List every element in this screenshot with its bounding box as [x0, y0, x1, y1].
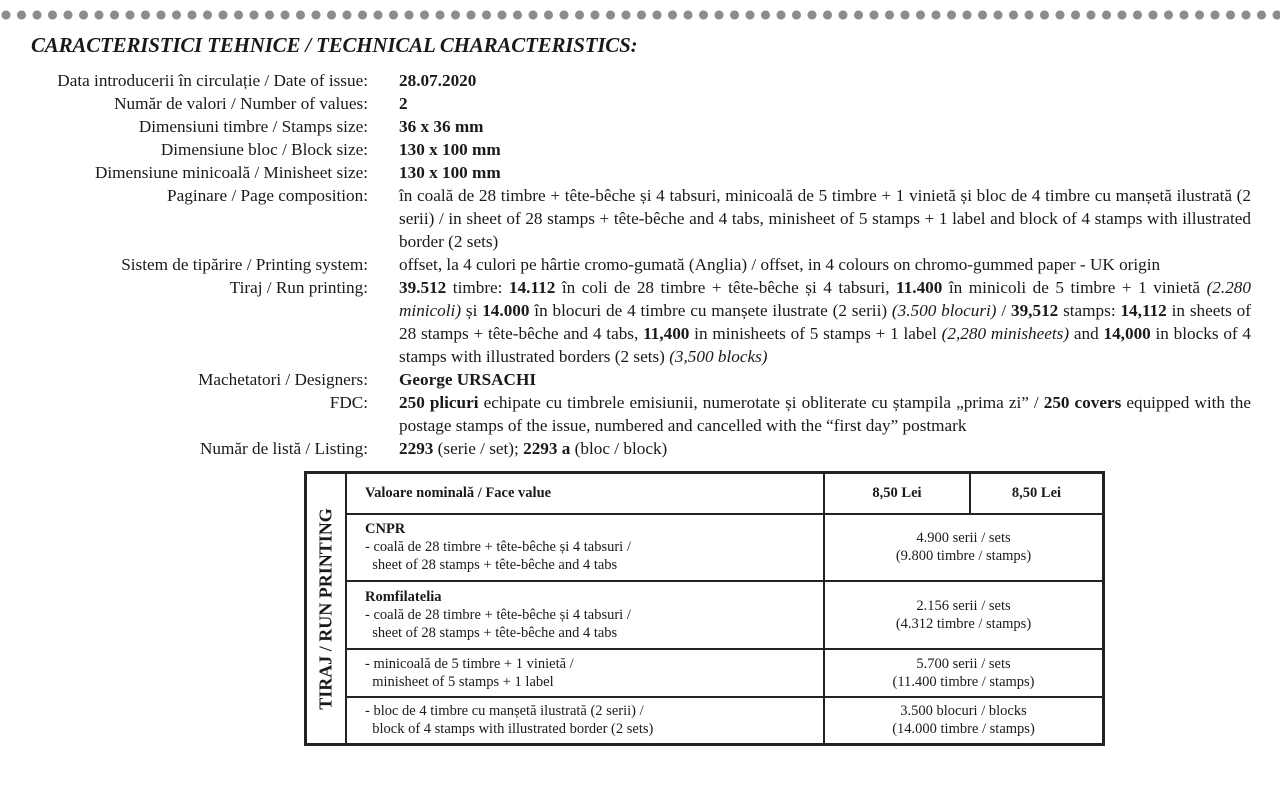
spec-block-size [0, 138, 1280, 161]
spec-run-printing [0, 276, 1280, 368]
table-row: - minicoală de 5 timbre + 1 vinietă / minisheet of 5 stamps + 1 label 5.700 serii / sets (11.400 timbre / stamps) [306, 649, 1104, 697]
spec-label: Număr de valori / Number of values: [114, 94, 368, 113]
dotted-divider [0, 9, 1280, 21]
quantity-cell: 2.156 serii / sets (4.312 timbre / stamps) [824, 581, 1104, 649]
spec-minisheet-size [0, 161, 1280, 184]
spec-value: 130 x 100 mm [399, 140, 501, 159]
spec-value: offset, la 4 culori pe hârtie cromo-gumată (Anglia) / offset, in 4 colours on chromo-gummed paper - UK origin [399, 255, 1161, 274]
spec-date [0, 69, 1280, 92]
spec-value: 36 x 36 mm [399, 117, 484, 136]
spec-stamps-size [0, 115, 1280, 138]
spec-value: 130 x 100 mm [399, 163, 501, 182]
spec-value: 250 plicuri echipate cu timbrele emisiunii, numerotate și obliterate cu ștampila „prima zi” / 250 covers equipped with the postage stamps of the issue, numbered and cancelled with the “first day” postmark [399, 393, 1252, 435]
spec-printing-system [0, 253, 1280, 276]
spec-page-composition [0, 184, 1280, 253]
org-name: CNPR [365, 521, 406, 537]
spec-values [0, 92, 1280, 115]
run-printing-table [304, 471, 1105, 746]
side-label-cell [306, 473, 347, 745]
spec-value: 39.512 timbre: 14.112 în coli de 28 timbre + tête-bêche și 4 tabsuri, 11.400 în minicoli de 5 timbre + 1 vinietă (2.280 minicoli) și 14.000 în blocuri de 4 timbre cu manșete ilustrate (2 serii) (3.500 blocuri) / 39,512 stamps: 14,112 in sheets of 28 stamps + tête-bêche and 4 tabs, 11,400 in minisheets of 5 stamps + 1 label (2,280 minisheets) and 14,000 in blocks of 4 stamps with illustrated borders (2 sets) (3,500 blocks) [399, 278, 1252, 366]
spec-fdc [0, 391, 1280, 437]
table-header-row [306, 473, 1104, 514]
org-name: Romfilatelia [365, 588, 442, 605]
spec-label: Tiraj / Run printing: [229, 278, 368, 297]
spec-label: Sistem de tipărire / Printing system: [121, 255, 368, 274]
spec-value: 28.07.2020 [399, 71, 477, 90]
table-row: CNPR - coală de 28 timbre + tête-bêche și 4 tabsuri / sheet of 28 stamps + tête-bêche and 4 tabs 4.900 serii / sets (9.800 timbre / stamps) [306, 514, 1104, 581]
spec-label: Paginare / Page composition: [167, 186, 368, 205]
spec-label: Dimensiune bloc / Block size: [160, 140, 368, 159]
face-value-2: 8,50 Lei [970, 473, 1104, 514]
spec-listing [0, 437, 1280, 460]
spec-value: George URSACHI [399, 370, 537, 389]
quantity-cell: 4.900 serii / sets (9.800 timbre / stamps) [824, 514, 1104, 581]
spec-value: 2 [399, 94, 408, 113]
face-value-label: Valoare nominală / Face value [346, 473, 824, 514]
side-label: TIRAJ / RUN PRINTING [315, 507, 336, 710]
spec-value: 2293 (serie / set); 2293 a (bloc / block) [399, 439, 668, 458]
table-row: Romfilatelia - coală de 28 timbre + tête-bêche și 4 tabsuri / sheet of 28 stamps + tête-bêche and 4 tabs 2.156 serii / sets (4.312 timbre / stamps) [306, 581, 1104, 649]
face-value-1: 8,50 Lei [824, 473, 970, 514]
specs-list [0, 69, 1280, 460]
spec-label: Număr de listă / Listing: [199, 439, 368, 458]
spec-label: Dimensiune minicoală / Minisheet size: [94, 163, 368, 182]
quantity-cell: 3.500 blocuri / blocks (14.000 timbre / stamps) [824, 697, 1104, 745]
spec-label: Dimensiuni timbre / Stamps size: [138, 117, 368, 136]
quantity-cell: 5.700 serii / sets (11.400 timbre / stamps) [824, 649, 1104, 697]
section-heading: CARACTERISTICI TEHNICE / TECHNICAL CHARACTERISTICS: [31, 33, 638, 57]
spec-label: FDC: [329, 393, 368, 412]
spec-value: în coală de 28 timbre + tête-bêche și 4 tabsuri, minicoală de 5 timbre + 1 vinietă și bloc de 4 timbre cu manșetă ilustrată (2 serii) / in sheet of 28 stamps + tête-bêche and 4 tabs, minisheet of 5 stamps + 1 label and block of 4 stamps with illustrated border (2 sets) [399, 186, 1251, 251]
spec-label: Data introducerii în circulație / Date of issue: [57, 71, 368, 90]
spec-label: Machetatori / Designers: [198, 370, 368, 389]
spec-designers [0, 368, 1280, 391]
table-row: - bloc de 4 timbre cu manșetă ilustrată (2 serii) / block of 4 stamps with illustrated border (2 sets) 3.500 blocuri / blocks (14.000 timbre / stamps) [306, 697, 1104, 745]
